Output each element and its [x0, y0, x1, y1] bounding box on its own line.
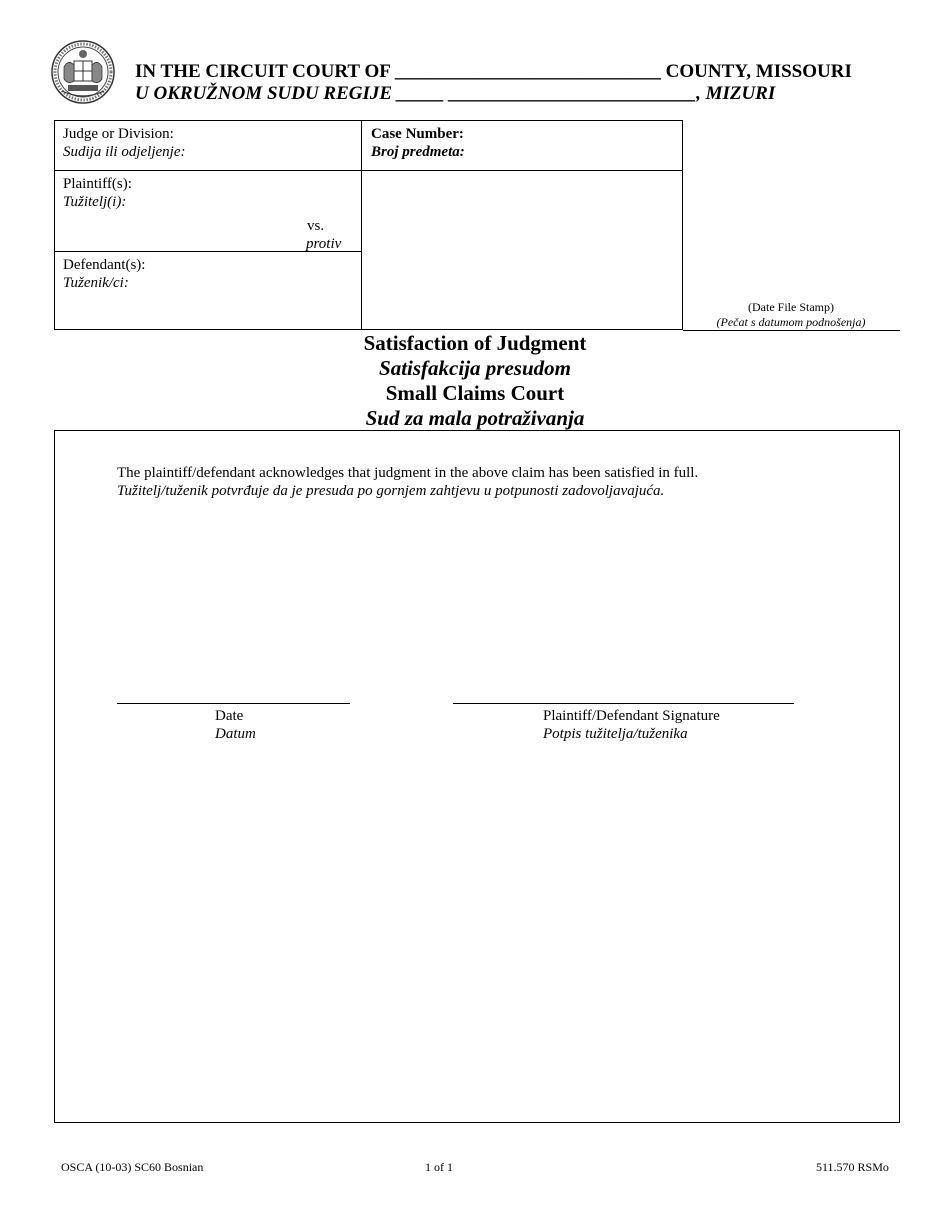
versus-label: vs.	[307, 218, 325, 234]
missouri-state-seal-icon	[50, 39, 116, 105]
date-label-bs: Datum	[215, 726, 256, 742]
date-file-stamp-label-bs: (Pečat s datumom podnošenja)	[716, 315, 866, 329]
caption-row-divider	[55, 170, 682, 171]
form-title-bs: Satisfakcija presudom	[379, 356, 571, 380]
satisfaction-statement-bs: Tužitelj/tuženik potvrđuje da je presuda po gornjem zahtjevu u potpunosti zadovoljavajuća.	[117, 483, 665, 499]
date-file-stamp-label: (Date File Stamp)	[748, 300, 834, 314]
case-number-label-bs: Broj predmeta:	[371, 144, 465, 160]
signature-label-bs: Potpis tužitelja/tuženika	[543, 726, 688, 742]
case-caption-box	[54, 120, 683, 330]
date-label: Date	[215, 708, 244, 724]
signature-field[interactable]	[453, 703, 794, 704]
date-field[interactable]	[117, 703, 350, 704]
page-number: 1 of 1	[425, 1160, 453, 1174]
case-number-label: Case Number:	[371, 126, 464, 142]
statute-reference: 511.570 RSMo	[816, 1160, 889, 1174]
satisfaction-statement: The plaintiff/defendant acknowledges that judgment in the above claim has been satisfied in full.	[117, 465, 699, 481]
court-header-english: IN THE CIRCUIT COURT OF ____________________________ COUNTY, MISSOURI	[135, 61, 852, 82]
versus-label-bs: protiv	[306, 236, 342, 252]
defendant-label: Defendant(s):	[63, 257, 146, 273]
plaintiff-label-bs: Tužitelj(i):	[63, 194, 127, 210]
form-body-box	[54, 430, 900, 1123]
signature-label: Plaintiff/Defendant Signature	[543, 708, 720, 724]
plaintiff-label: Plaintiff(s):	[63, 176, 132, 192]
defendant-label-bs: Tuženik/ci:	[63, 275, 129, 291]
judge-division-label: Judge or Division:	[63, 126, 174, 142]
form-title: Satisfaction of Judgment	[363, 331, 587, 355]
judge-division-label-bs: Sudija ili odjeljenje:	[63, 144, 186, 160]
court-header-bosnian: U OKRUŽNOM SUDU REGIJE _____ __________________________, MIZURI	[135, 83, 776, 104]
form-id: OSCA (10-03) SC60 Bosnian	[61, 1160, 204, 1174]
date-file-stamp	[683, 300, 899, 330]
court-name-bs: Sud za mala potraživanja	[365, 406, 585, 430]
caption-divider	[361, 121, 362, 329]
court-name: Small Claims Court	[385, 381, 565, 405]
